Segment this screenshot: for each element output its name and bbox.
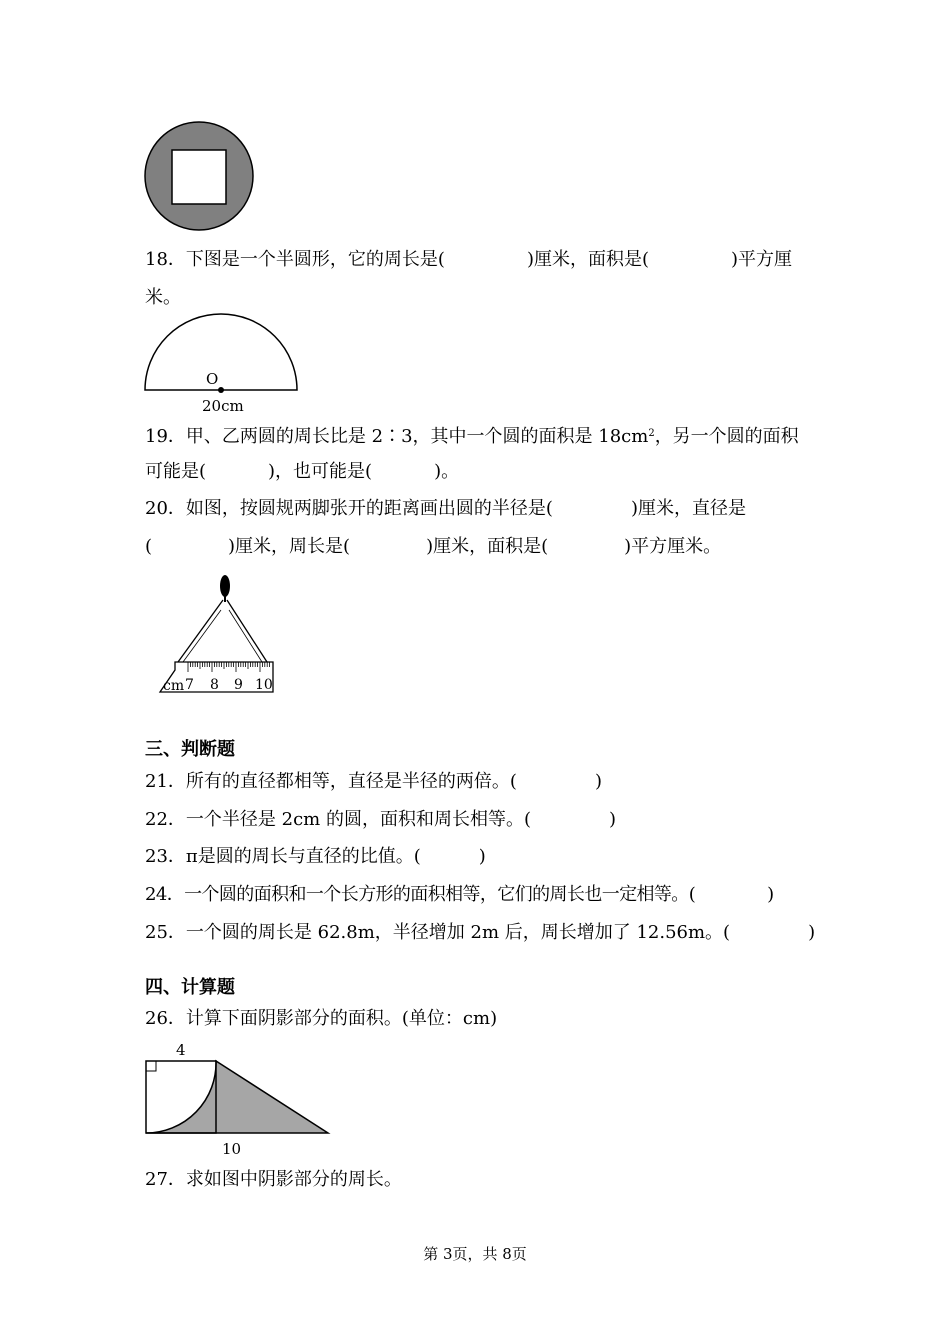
question-19-line1: 19．甲、乙两圆的周长比是 2∶3，其中一个圆的面积是 $18cm^2$，另一个圆的面积	[145, 426, 799, 447]
question-19-line2: 可能是( )，也可能是( )。	[145, 461, 460, 482]
ruler-tick-10: 10	[255, 677, 273, 693]
label-top-4: 4	[176, 1041, 186, 1059]
page-footer: 第 3页，共 8页	[423, 1245, 527, 1263]
question-24: 24．一个圆的面积和一个长方形的面积相等，它们的周长也一定相等。( )	[145, 884, 774, 905]
ruler-tick-7: 7	[185, 677, 194, 693]
question-20-line1: 20．如图，按圆规两脚张开的距离画出圆的半径是( )厘米，直径是	[145, 498, 746, 519]
ruler-tick-9: 9	[234, 677, 243, 693]
question-22: 22．一个半径是 2cm 的圆，面积和周长相等。( )	[145, 809, 617, 830]
question-25: 25．一个圆的周长是 62.8m，半径增加 2m 后，周长增加了 12.56m。( )	[145, 922, 816, 943]
ruler-unit-label: cm	[163, 678, 185, 694]
question-20-line2: ( )厘米，周长是( )厘米，面积是( )平方厘米。	[145, 536, 722, 557]
label-bottom-10: 10	[222, 1140, 242, 1158]
shaded-area-figure	[140, 1038, 335, 1163]
question-23: 23．π是圆的周长与直径的比值。( )	[145, 846, 486, 867]
section-3-title: 三、判断题	[145, 739, 235, 760]
semicircle-center-label: O	[206, 370, 219, 388]
question-18-line1: 18．下图是一个半圆形，它的周长是( )厘米，面积是( )平方厘	[145, 249, 793, 270]
circle-square-figure	[140, 120, 260, 235]
section-4-title: 四、计算题	[145, 977, 235, 998]
ruler-tick-8: 8	[210, 677, 219, 693]
question-26: 26．计算下面阴影部分的面积。(单位：cm)	[145, 1008, 498, 1029]
question-27: 27．求如图中阴影部分的周长。	[145, 1169, 402, 1190]
semicircle-figure	[140, 310, 310, 418]
question-21: 21．所有的直径都相等，直径是半径的两倍。( )	[145, 771, 602, 792]
semicircle-diameter-label: 20cm	[202, 397, 244, 415]
compass-ruler-figure	[155, 570, 285, 700]
question-18-line2: 米。	[145, 287, 181, 308]
